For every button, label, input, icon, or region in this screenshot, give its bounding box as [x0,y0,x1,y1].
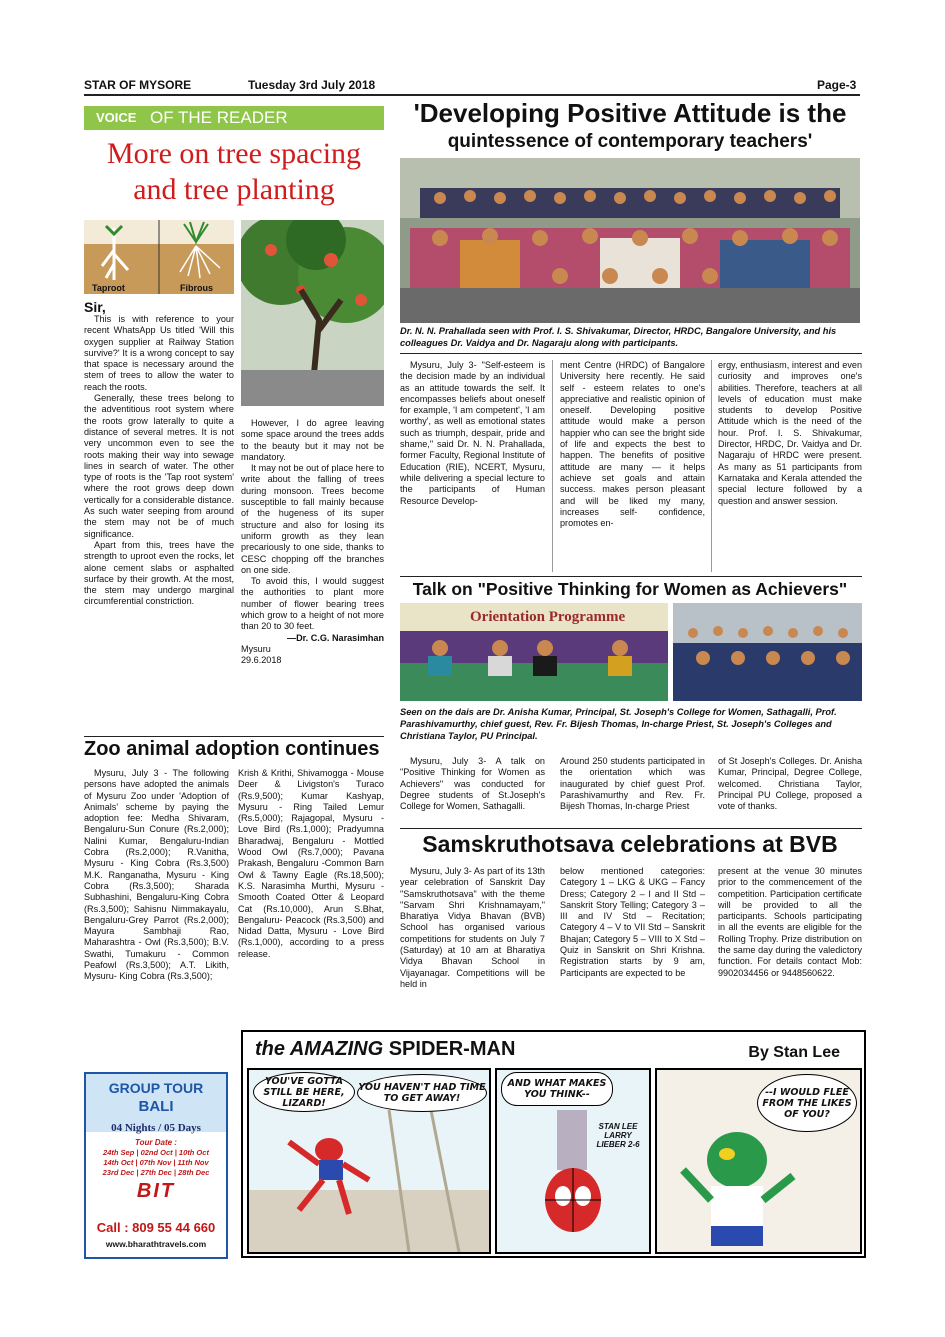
ad-nights: 04 Nights / 05 Days [111,1122,201,1134]
ad-website: www.bharathtravels.com [105,1239,207,1249]
voice-para: However, I do agree leaving some space around the trees adds to the beauty but it may not be mandatory. [241,418,384,462]
zoo-col-2 [238,768,384,960]
attitude-para: Mysuru, July 3- "Self-esteem is the decision made by an individual as an attitude towards the self. It encompasses beliefs about oneself for example, 'I am competent', 'I am worthy', as well as emotional states such as triumph, despair, pride and shame," said Dr. N. N. Prahallada, former Faculty, Regional Institute of Education (RIE), NCERT, Mysuru, while delivering a special lecture to the participants of Human Resource Develop- [400,360,545,506]
bvb-para: Mysuru, July 3- As part of its 13th year celebration of Sanskrit Day "Samskruthotsava" with the theme "Sarvam Shri Krishnamayam," Bharatiya Vidya Bhavan (BVB) School has organised various competitions for students on July 7 (Saturday) at 10 am at Bharatiya Vidya Bhavan School in Vijayanagar. Competitions will be held in [400,866,545,989]
voice-banner [84,106,384,130]
teachers-group-photo [400,158,860,323]
attitude-para: ergy, enthusiasm, interest and even curiosity and improves one's abilities. Therefore, teachers at all levels of education must make students to develop Positive Attitude which is the need of the hour. Prof. I. S. Shivakumar, Director, HRDC, Dr. Vaidya and Dr. Nagaraju of HRDC were present. As many as 51 participants from Karnataka and Kerala attended the special lecture followed by a question and answer session. [718,360,862,506]
women-caption: Seen on the dais are Dr. Anisha Kumar, Principal, St. Joseph's College for Women, Sathagalli, Prof. Parashivamurthy, chief guest, Rev. Fr. Bijesh Thomas, In-charge Priest, St. Joseph's Colleges and Christiana Taylor, PU Principal. [400,707,837,741]
bvb-col-1 [400,866,545,990]
comic-author: By Stan Lee [748,1044,840,1061]
section-rule [400,576,862,577]
voice-para: This is with reference to your recent WhatsApp Us titled 'Will this oxygen supplier at Railway Station survive?' It is a wrong concept to say that space is necessary around the stem of trees to allow the water to reach the roots. [84,314,234,392]
paper-name: STAR OF MYSORE [84,78,192,92]
attitude-headline-1: 'Developing Positive Attitude is the [413,98,847,128]
speech-bubble: YOU'VE GOTTA STILL BE HERE, LIZARD! [253,1072,355,1112]
attitude-col-2 [560,360,705,529]
comic-credit: STAN LEE LARRY LIEBER 2-6 [596,1122,640,1149]
voice-para: To avoid this, I would suggest the authorities to plant more number of flower bearing trees which grow to a height of not more than 20 to 30 feet. [241,576,384,632]
comic-title-a: the [255,1038,290,1060]
column-divider [711,360,712,572]
salutation: Sir, [84,299,106,315]
voice-tag-b: OF THE READER [150,108,288,127]
women-para: of St Joseph's Colleges. Dr. Anisha Kumar, Principal, Degree College, welcomed. Christiana Taylor, Principal PU College, proposed a vote of thanks. [718,756,862,812]
speech-bubble: --I WOULD FLEE FROM THE LIKES OF YOU? [757,1074,857,1132]
tree-photo [241,220,384,406]
travel-ad[interactable] [84,1072,228,1259]
students-photo [673,603,862,701]
zoo-headline: Zoo animal adoption continues [84,738,380,760]
comic-panel-3 [655,1068,862,1254]
bvb-para: present at the venue 30 minutes prior to the commencement of the competition. Participation certificate will be provided to all the participants. Schools participating in all the events are eligible for the Rolling Trophy. Prize distribution on the same day during the valedictory function. For details contact Mob: 9902034456 or 9448560622. [718,866,862,978]
women-col-2 [560,756,705,812]
voice-place: Mysuru [241,643,271,654]
bvb-para: below mentioned categories: Category 1 – LKG & UKG – Fancy Dress; Category 2 – I and II Std – Sanskrit Story Telling; Category 3 – III and IV Std – Recitation; Category 4 – V to VII Std – Sanskrit Bhajan; Category 5 – VIII to X Std – Quiz in Sanskrit on Shri Krishna. Registration starts by 9 am, Participants are expected to be [560,866,705,978]
page-number: Page-3 [817,78,857,92]
voice-tag: VOICE [96,110,137,125]
section-rule [84,736,384,737]
ad-brand-logo: BIT [136,1180,176,1202]
comic-title-c: SPIDER-MAN [383,1038,516,1060]
voice-col-2 [241,418,384,667]
masthead-rule [84,94,860,96]
zoo-para: Mysuru, July 3 - The following persons have adopted the animals of Mysuru Zoo under 'Adoption of Animals' scheme by paying the adoption fee: Medha Shivaram, Bengaluru-Sun Conure (Rs.2,000); Nalini Kumar, Bengaluru-Indian Cobra (Rs.2,000); R.Vanitha, Mysuru - King Cobra (Rs.3,500) M.K. Ranganatha, Mysuru - King Cobra (Rs.3,500); Sharada Subhashini, Bengaluru-King Cobra (Rs.3,500); Sahisnu Nimmakayalu, Bengaluru-Grey Parrot (Rs.2,000); Mayura Sambhaji Rao, Maharashtra - Owl (Rs.3,500); B.V. Swathi, Tumakuru - Common Peafowl (Rs.3,500); A.T. Likith, Mysuru- King Cobra (Rs.3,500); [84,768,229,982]
attitude-col-1 [400,360,545,507]
comic-panel-2 [495,1068,651,1254]
bvb-col-2 [560,866,705,979]
ad-destination: BALI [138,1098,174,1115]
ad-dates: 23rd Dec | 27th Dec | 28th Dec [102,1168,210,1177]
column-divider [552,360,553,572]
voice-para: It may not be out of place here to write about the falling of trees during monsoon. Trees become susceptible to fall mainly because of the hugeness of its super structure and also for losing its uniform growth as they lean precariously to one side, thanks to CESC chopping off the branches on one side. [241,463,384,575]
speech-bubble: YOU HAVEN'T HAD TIME TO GET AWAY! [357,1074,487,1112]
women-para: Mysuru, July 3- A talk on "Positive Thinking for Women as Achievers" was conducted for Degree students of St.Joseph's College for Women, Sathagalli. [400,756,545,812]
comic-title [255,1038,515,1061]
ad-dates: 24th Sep | 02nd Oct | 10th Oct [103,1148,209,1157]
voice-date: 29.6.2018 [241,655,282,666]
voice-para: Generally, these trees belong to the adventitious root system where the roots grow laterally to quite a distance of several metres. It is not very uncommon even to see the roots making their way into sewage lines in search of water. The other type of roots is the 'Tap root system' where the root grows deep down vertically for a considerable distance. As such water seeping from around the stem may not be of much significance. [84,393,234,539]
attitude-col-3 [718,360,862,507]
voice-signature: —Dr. C.G. Narasimhan [286,632,384,643]
bvb-col-3 [718,866,862,979]
ad-tour-date-label: Tour Date : [135,1138,177,1147]
taproot-label: Taproot [92,283,125,293]
voice-headline: More on tree spacing and tree planting [106,137,362,206]
dais-photo [400,603,668,701]
root-diagram [84,220,234,294]
ad-dates: 14th Oct | 07th Nov | 11th Nov [103,1158,209,1167]
attitude-para: ment Centre (HRDC) of Bangalore University here recently. He said self - esteem relates to one's appreciative and realistic opinion of oneself. Developing positive attitude would make a person happier who can see the bright side of life and expects the best to happen. The benefits of positive attitude are many — it helps achieve set goals and attain success. makes person pleasant and will be liked my many, increases self- confidence, promotes en- [560,360,705,529]
comic-title-b: AMAZING [289,1038,384,1060]
women-para: Around 250 students participated in the orientation which was inaugurated by chief guest Prof. Parashivamurthy and Rev. Fr. Bijesh Thomas, In-charge Priest [560,756,705,812]
speech-bubble: AND WHAT MAKES YOU THINK-- [501,1072,613,1106]
caption-rule [400,353,862,354]
zoo-para: Krish & Krithi, Shivamogga - Mouse Deer & Livigston's Turaco (Rs.9,500); Kumar Kashyap, Mysuru - Ring Tailed Lemur (Rs.5,000); Rajagopal, Mysuru - Love Bird (Rs.1,000); Pradyumna Bharadwaj, Bengaluru - Mottled Wood Owl (Rs.7,000); Pavana Prakash, Bengaluru -Common Barn Owl & Tawny Eagle (Rs.18,500); K.S. Narasimha Murthi, Mysuru - Smooth Coated Otter & Leopard Cat (Rs.10,000), Arun S.Bhat, Bengaluru- Peacock (Rs.3,500) and Nidad Datta, Mysuru - Love Bird (Rs.1,000), according to a press release. [238,768,384,959]
attitude-caption: Dr. N. N. Prahallada seen with Prof. I. S. Shivakumar, Director, HRDC, Bangalore University, and his colleagues Dr. Vaidya and Dr. Nagaraju along with participants. [400,326,837,348]
comic-panel-1 [247,1068,491,1254]
orientation-banner-text: Orientation Programme [470,609,626,625]
ad-title: GROUP TOUR [108,1080,204,1096]
voice-para: Apart from this, trees have the strength to uproot even the rocks, let alone cement slabs or asphalted surface by their growth. At the most, the stem may undergo marginal circumferential constriction. [84,539,234,607]
women-headline: Talk on "Positive Thinking for Women as Achievers" [412,579,848,599]
zoo-col-1 [84,768,229,983]
fibrous-label: Fibrous [180,283,213,293]
women-col-3 [718,756,862,812]
ad-phone: Call : 809 55 44 660 [96,1220,216,1235]
attitude-headline-2: quintessence of contemporary teachers' [447,131,813,152]
comic-strip [241,1030,866,1258]
voice-col-1 [84,300,234,608]
women-col-1 [400,756,545,812]
section-rule [400,828,862,829]
issue-date: Tuesday 3rd July 2018 [248,78,376,92]
bvb-headline: Samskruthotsava celebrations at BVB [422,831,838,857]
